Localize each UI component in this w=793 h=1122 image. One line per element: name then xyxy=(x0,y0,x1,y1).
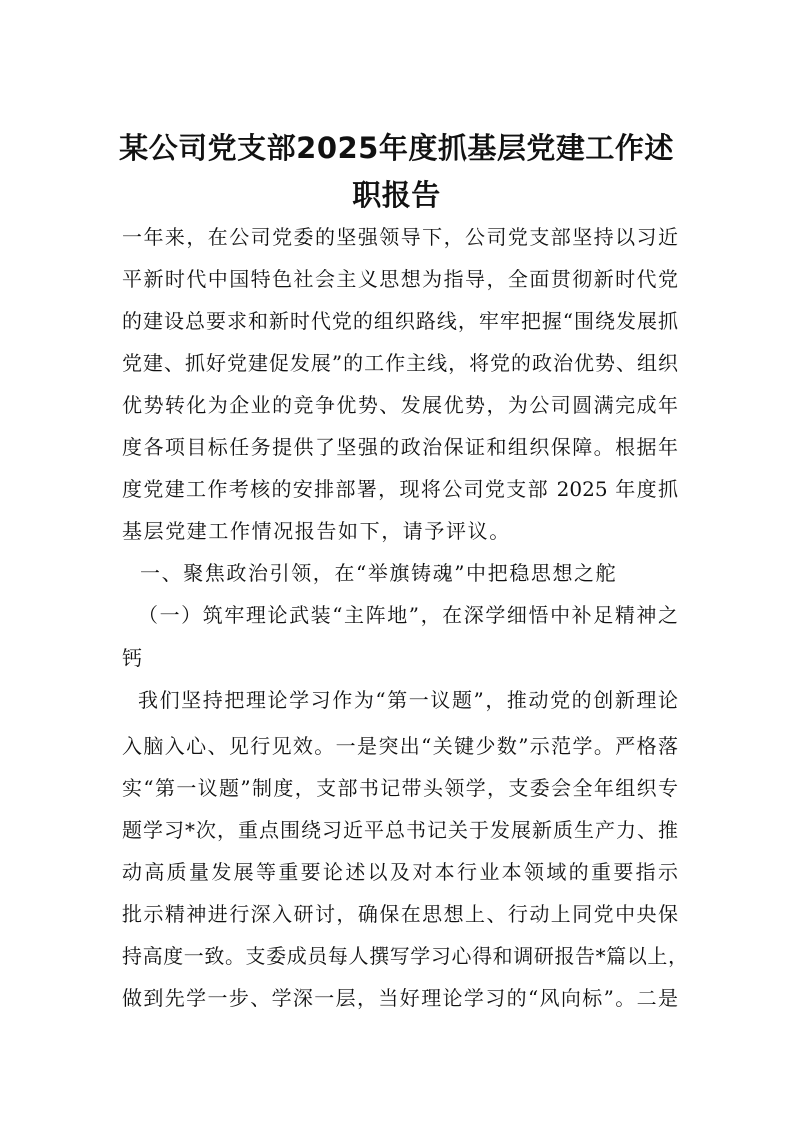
section-heading: 一、聚焦政治引领，在“举旗铸魂”中把稳思想之舵 xyxy=(140,561,618,585)
paragraph-line: 度各项目标任务提供了坚强的政治保证和组织保障。根据年 xyxy=(122,435,678,459)
subsection-heading: （一）筑牢理论武装“主阵地”，在深学细悟中补足精神之 xyxy=(138,603,678,627)
paragraph-line: 的建设总要求和新时代党的组织路线，牢牢把握“围绕发展抓 xyxy=(122,309,678,333)
paragraph-line: 入脑入心、见行见效。一是突出“关键少数”示范学。严格落 xyxy=(122,734,678,758)
paragraph-line: 度党建工作考核的安排部署，现将公司党支部 2025 年度抓 xyxy=(122,477,678,501)
paragraph-line: 动高质量发展等重要论述以及对本行业本领域的重要指示 xyxy=(122,860,678,884)
document-title-line-2: 职报告 xyxy=(352,178,441,212)
paragraph-line: 我们坚持把理论学习作为“第一议题”，推动党的创新理论 xyxy=(138,688,678,712)
paragraph-line: 党建、抓好党建促发展”的工作主线，将党的政治优势、组织 xyxy=(122,351,678,375)
paragraph-line: 优势转化为企业的竞争优势、发展优势，为公司圆满完成年 xyxy=(122,393,678,417)
paragraph-line: 一年来，在公司党委的坚强领导下，公司党支部坚持以习近 xyxy=(122,225,678,249)
paragraph-line: 持高度一致。支委成员每人撰写学习心得和调研报告*篇以上， xyxy=(122,944,688,968)
paragraph-line: 基层党建工作情况报告如下，请予评议。 xyxy=(122,519,511,543)
paragraph-line: 批示精神进行深入研讨，确保在思想上、行动上同党中央保 xyxy=(122,902,678,926)
paragraph-line: 实“第一议题”制度，支部书记带头领学，支委会全年组织专 xyxy=(122,776,678,800)
document-title-line-1: 某公司党支部2025年度抓基层党建工作述 xyxy=(119,131,674,165)
paragraph-line: 题学习*次，重点围绕习近平总书记关于发展新质生产力、推 xyxy=(122,818,678,842)
paragraph-line: 平新时代中国特色社会主义思想为指导，全面贯彻新时代党 xyxy=(122,267,678,291)
paragraph-line: 做到先学一步、学深一层，当好理论学习的“风向标”。二是 xyxy=(122,986,678,1010)
subsection-heading: 钙 xyxy=(122,646,144,670)
